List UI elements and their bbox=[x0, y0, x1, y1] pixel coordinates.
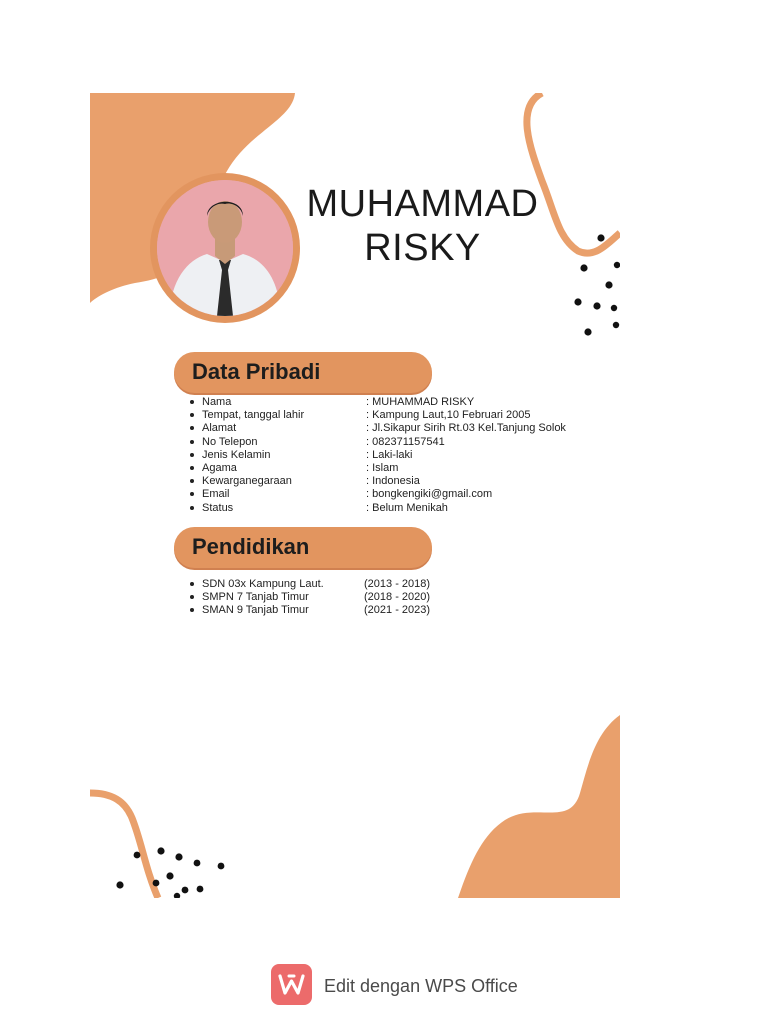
name-line-1: MUHAMMAD bbox=[306, 183, 539, 225]
name-line-2: RISKY bbox=[364, 227, 481, 269]
section-header-personal bbox=[174, 352, 432, 393]
cv-document bbox=[90, 93, 620, 898]
bullet-icon bbox=[190, 506, 194, 510]
item-label: Tempat, tanggal lahir bbox=[202, 409, 305, 422]
bullet-icon bbox=[190, 608, 194, 612]
item-label: Agama bbox=[202, 462, 237, 474]
item-label: Kewarganegaraan bbox=[202, 475, 292, 488]
item-label: Status bbox=[202, 501, 234, 514]
person-photo-icon bbox=[157, 180, 293, 316]
wps-edit-bar[interactable] bbox=[0, 960, 768, 1012]
item-value: : Laki-laki bbox=[366, 448, 413, 461]
bullet-icon bbox=[190, 400, 194, 404]
bullet-icon bbox=[190, 582, 194, 586]
item-value: (2018 - 2020) bbox=[364, 591, 431, 603]
section-title-personal: Data Pribadi bbox=[192, 359, 321, 384]
item-value: : Jl.Sikapur Sirih Rt.03 Kel.Tanjung Solok bbox=[366, 422, 566, 435]
item-label: Jenis Kelamin bbox=[202, 448, 271, 461]
item-value: : bongkengiki@gmail.com bbox=[366, 488, 493, 501]
edit-with-wps-link[interactable]: Edit dengan WPS Office bbox=[324, 976, 518, 996]
item-value: (2013 - 2018) bbox=[364, 578, 431, 590]
item-label: SMPN 7 Tanjab Timur bbox=[202, 591, 309, 603]
bullet-icon bbox=[190, 466, 194, 470]
section-title-education: Pendidikan bbox=[192, 534, 310, 559]
item-label: Nama bbox=[202, 396, 232, 408]
item-value: : Kampung Laut,10 Februari 2005 bbox=[366, 409, 531, 422]
bullet-icon bbox=[190, 440, 194, 444]
item-label: SDN 03x Kampung Laut. bbox=[202, 578, 324, 590]
item-value: : Islam bbox=[366, 462, 399, 474]
bullet-icon bbox=[190, 595, 194, 599]
item-label: SMAN 9 Tanjab Timur bbox=[202, 604, 309, 616]
item-value: : Belum Menikah bbox=[366, 501, 448, 514]
section-header-education bbox=[174, 527, 432, 568]
item-value: (2021 - 2023) bbox=[364, 604, 431, 616]
wps-office-icon[interactable] bbox=[271, 964, 312, 1005]
profile-photo bbox=[157, 180, 293, 316]
item-label: Email bbox=[202, 488, 230, 501]
item-value: : MUHAMMAD RISKY bbox=[366, 396, 475, 408]
item-label: Alamat bbox=[202, 422, 237, 435]
item-value: : 082371157541 bbox=[366, 435, 445, 448]
item-label: No Telepon bbox=[202, 435, 258, 448]
item-value: : Indonesia bbox=[366, 475, 420, 488]
bullet-icon bbox=[190, 453, 194, 457]
